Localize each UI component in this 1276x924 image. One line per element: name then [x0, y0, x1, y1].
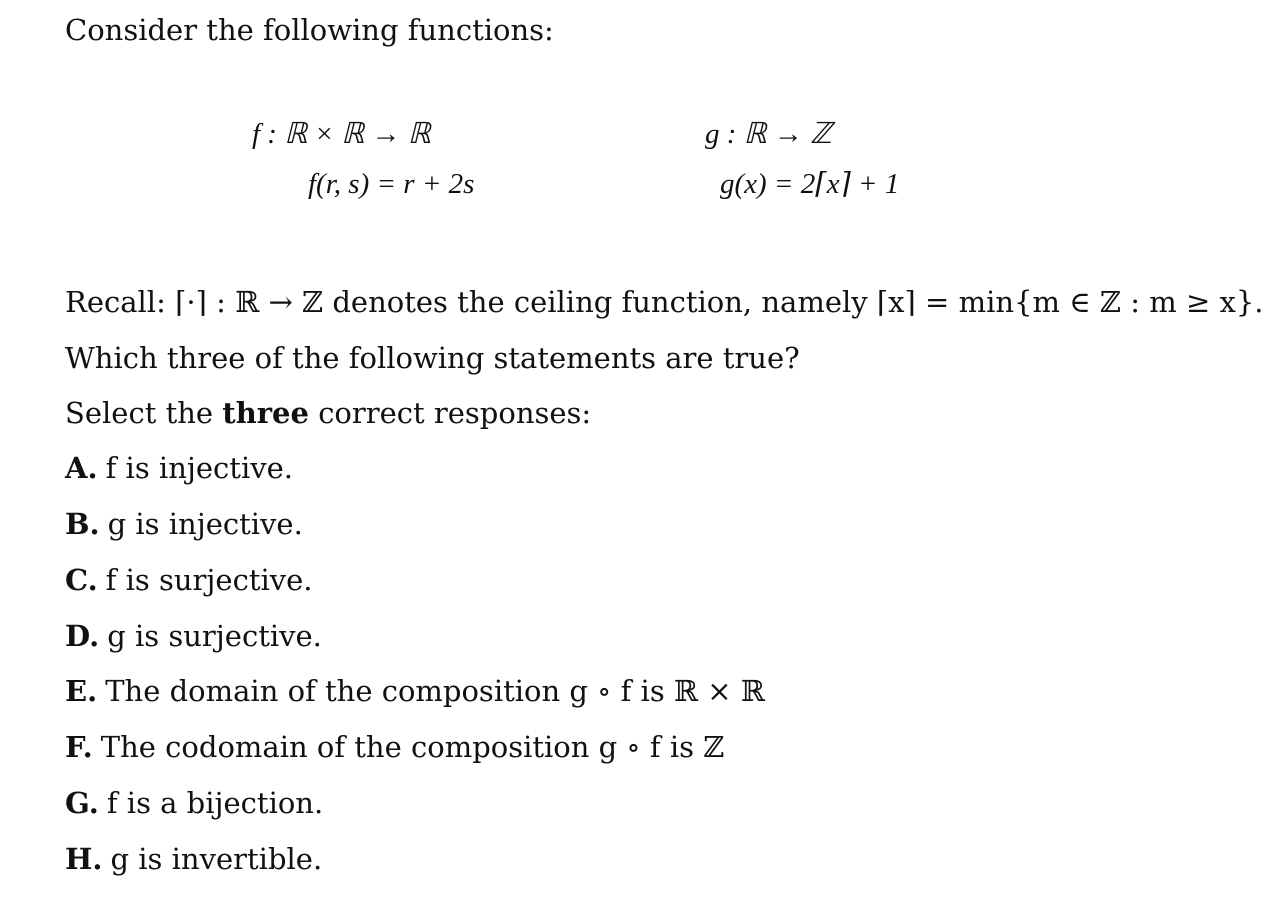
instruction-text [65, 395, 591, 431]
option-letter: A. [65, 451, 98, 485]
option-h[interactable] [65, 841, 322, 877]
option-letter: G. [65, 786, 99, 820]
option-text: f is injective. [105, 451, 293, 485]
instruction-emphasis: three [222, 396, 309, 430]
option-g[interactable] [65, 785, 323, 821]
intro-text: Consider the following functions: [65, 13, 554, 47]
option-text: The domain of the composition g ∘ f is ℝ × ℝ [105, 674, 765, 708]
option-a[interactable] [65, 450, 293, 486]
option-f[interactable] [65, 729, 724, 765]
question-text: Which three of the following statements are true? [65, 341, 800, 375]
option-e[interactable] [65, 673, 765, 709]
g-signature: g : ℝ → ℤ [705, 118, 832, 150]
option-b[interactable] [65, 506, 303, 542]
option-letter: D. [65, 619, 100, 653]
option-letter: B. [65, 507, 100, 541]
option-letter: H. [65, 842, 103, 876]
option-letter: F. [65, 730, 93, 764]
option-text: g is surjective. [107, 619, 322, 653]
option-letter: C. [65, 563, 98, 597]
recall-text: Recall: ⌈·⌉ : ℝ → ℤ denotes the ceiling function, namely ⌈x⌉ = min{m ∈ ℤ : m ≥ x}. [65, 285, 1264, 319]
option-text: f is surjective. [105, 563, 313, 597]
f-signature: f : ℝ × ℝ → ℝ [252, 118, 431, 150]
f-rule: f(r, s) = r + 2s [308, 168, 475, 200]
instruction-suffix: correct responses: [318, 396, 592, 430]
option-text: g is injective. [107, 507, 303, 541]
option-d[interactable] [65, 618, 322, 654]
option-text: The codomain of the composition g ∘ f is ℤ [100, 730, 725, 764]
option-c[interactable] [65, 562, 313, 598]
instruction-prefix: Select the [65, 396, 214, 430]
option-letter: E. [65, 674, 98, 708]
option-text: g is invertible. [110, 842, 323, 876]
option-text: f is a bijection. [106, 786, 324, 820]
g-rule: g(x) = 2⌈x⌉ + 1 [720, 168, 900, 200]
